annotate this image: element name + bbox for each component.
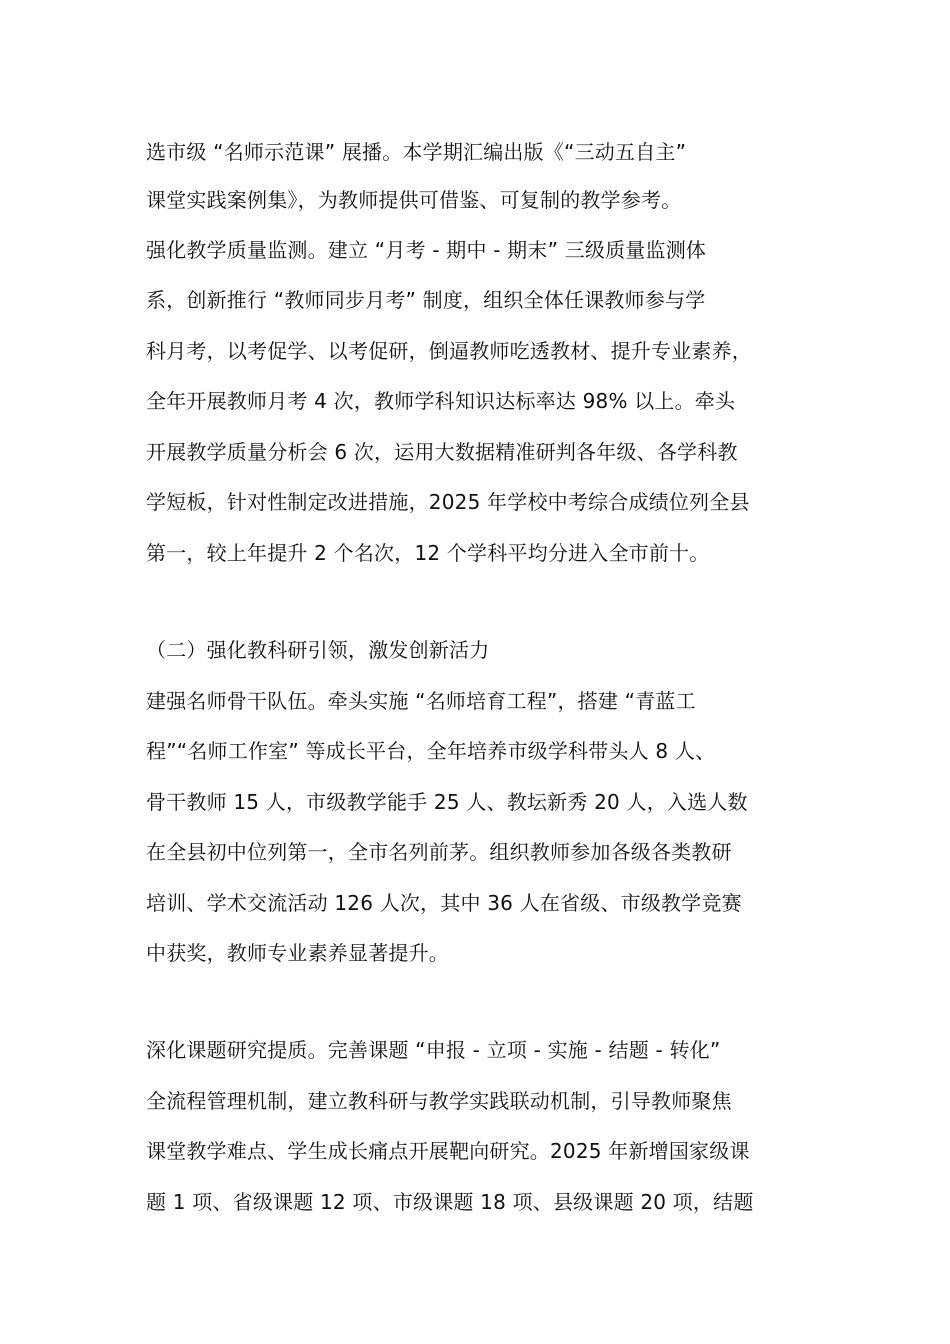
text-line: 在全县初中位列第一，全市名列前茅。组织教师参加各级各类教研	[146, 840, 732, 864]
text-line: 学短板，针对性制定改进措施，2025 年学校中考综合成绩位列全县	[146, 490, 750, 514]
text-line: 开展教学质量分析会 6 次，运用大数据精准研判各年级、各学科教	[146, 440, 738, 464]
text-line: 培训、学术交流活动 126 人次，其中 36 人在省级、市级教学竞赛	[146, 891, 742, 915]
section-heading: （二）强化教科研引领，激发创新活力	[146, 638, 490, 662]
text-line: 深化课题研究提质。完善课题 “申报 - 立项 - 实施 - 结题 - 转化”	[146, 1038, 721, 1062]
text-line: 强化教学质量监测。建立 “月考 - 期中 - 期末” 三级质量监测体	[146, 238, 707, 262]
text-line: 选市级 “名师示范课” 展播。本学期汇编出版《“三动五自主”	[146, 140, 687, 164]
text-line: 题 1 项、省级课题 12 项、市级课题 18 项、县级课题 20 项，结题	[146, 1190, 754, 1214]
text-line: 建强名师骨干队伍。牵头实施 “名师培育工程”，搭建 “青蓝工	[146, 689, 696, 713]
text-line: 课堂教学难点、学生成长痛点开展靶向研究。2025 年新增国家级课	[146, 1139, 750, 1163]
text-line: 骨干教师 15 人，市级教学能手 25 人、教坛新秀 20 人，入选人数	[146, 790, 748, 814]
text-line: 科月考，以考促学、以考促研，倒逼教师吃透教材、提升专业素养，	[146, 339, 752, 363]
text-line: 中获奖，教师专业素养显著提升。	[146, 941, 449, 965]
text-line: 课堂实践案例集》，为教师提供可借鉴、可复制的教学参考。	[146, 188, 682, 212]
text-line: 全年开展教师月考 4 次，教师学科知识达标率达 98% 以上。牵头	[146, 389, 736, 413]
text-line: 第一，较上年提升 2 个名次，12 个学科平均分进入全市前十。	[146, 541, 710, 565]
text-line: 程”“名师工作室” 等成长平台，全年培养市级学科带头人 8 人、	[146, 739, 716, 763]
text-line: 全流程管理机制，建立教科研与教学实践联动机制，引导教师聚焦	[146, 1089, 732, 1113]
text-line: 系，创新推行 “教师同步月考” 制度，组织全体任课教师参与学	[146, 288, 706, 312]
